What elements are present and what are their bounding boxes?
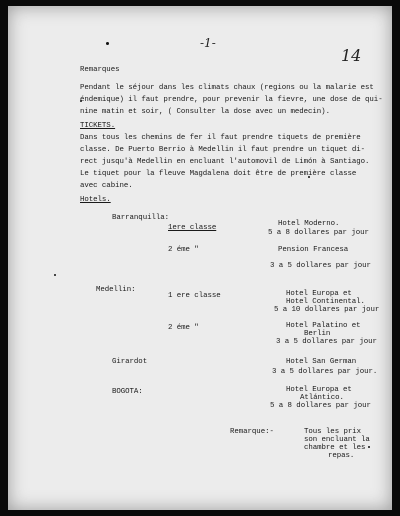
city-name: BOGOTA: [112,388,143,396]
intro-line: éndemique) il faut prendre, pour prevenir la fievre, une dose de qui- [80,96,383,104]
scan-speck [106,42,109,45]
remark-line: Tous les prix [304,428,362,436]
hotels-heading: Hotels. [80,196,111,204]
hotel-price: 3 a 5 dollares par jour [270,262,371,270]
remark-line: repas. [328,452,355,460]
intro-line: Pendant le séjour dans les climats chaux (regions ou la malarie est [80,84,374,92]
city-name: Medellin: [96,286,136,294]
hotel-name: Hotel Europa et [286,290,352,298]
tickets-line: rect jusqu'à Medellin en encluant l'automovil de Limón à Santiago. [80,158,370,166]
hotel-price: 3 a 5 dollares par jour [276,338,377,346]
intro-line: nine matin et soir, ( Consulter la dose avec un medecin). [80,108,330,116]
tickets-line: avec cabine. [80,182,133,190]
hotel-name: Atlántico. [300,394,344,402]
remark-label: Remarque:- [230,428,274,436]
hotel-price: 5 a 10 dollares par jour [274,306,380,314]
remark-line: son encluant la [304,436,370,444]
hotel-name: Hotel Continental. [286,298,365,306]
remarques-heading: Remarques [80,66,120,74]
hotel-price: 3 a 5 dollares par jour. [272,368,378,376]
tickets-line: Le tiquet pour la fleuve Magdalena doit être de première classe [80,170,357,178]
document-page [8,6,392,510]
hotel-name: Hotel Europa et [286,386,352,394]
hotel-name: Hotel Palatino et [286,322,361,330]
hotel-name: Pension Francesa [278,246,349,254]
city-name: Girardot [112,358,148,366]
hotel-name: Hotel San German [286,358,357,366]
hotel-name: Berlin [304,330,331,338]
hotel-price: 5 a 8 dollares par jour [268,229,369,237]
city-name: Barranquilla: [112,214,170,222]
hotel-name: Hotel Moderno. [278,220,340,228]
hotel-class: 2 éme " [168,246,199,254]
hotel-class: 2 éme " [168,324,199,332]
tickets-line: classe. De Puerto Berrio à Medellin il faut prendre un tiquet di- [80,146,366,154]
remark-line: chambre et les [304,444,366,452]
page-mark: -1- [200,36,216,50]
hotel-class: 1 ere classe [168,292,221,300]
handwritten-page-number: 14 [341,46,362,65]
tickets-line: Dans tous les chemins de fer il faut prendre tiquets de première [80,134,361,142]
hotel-class: 1ere classe [168,224,217,232]
scan-speck [54,274,56,276]
hotel-price: 5 a 8 dollares par jour [270,402,371,410]
scan-speck [368,446,370,448]
tickets-heading: TICKETS. [80,122,116,130]
